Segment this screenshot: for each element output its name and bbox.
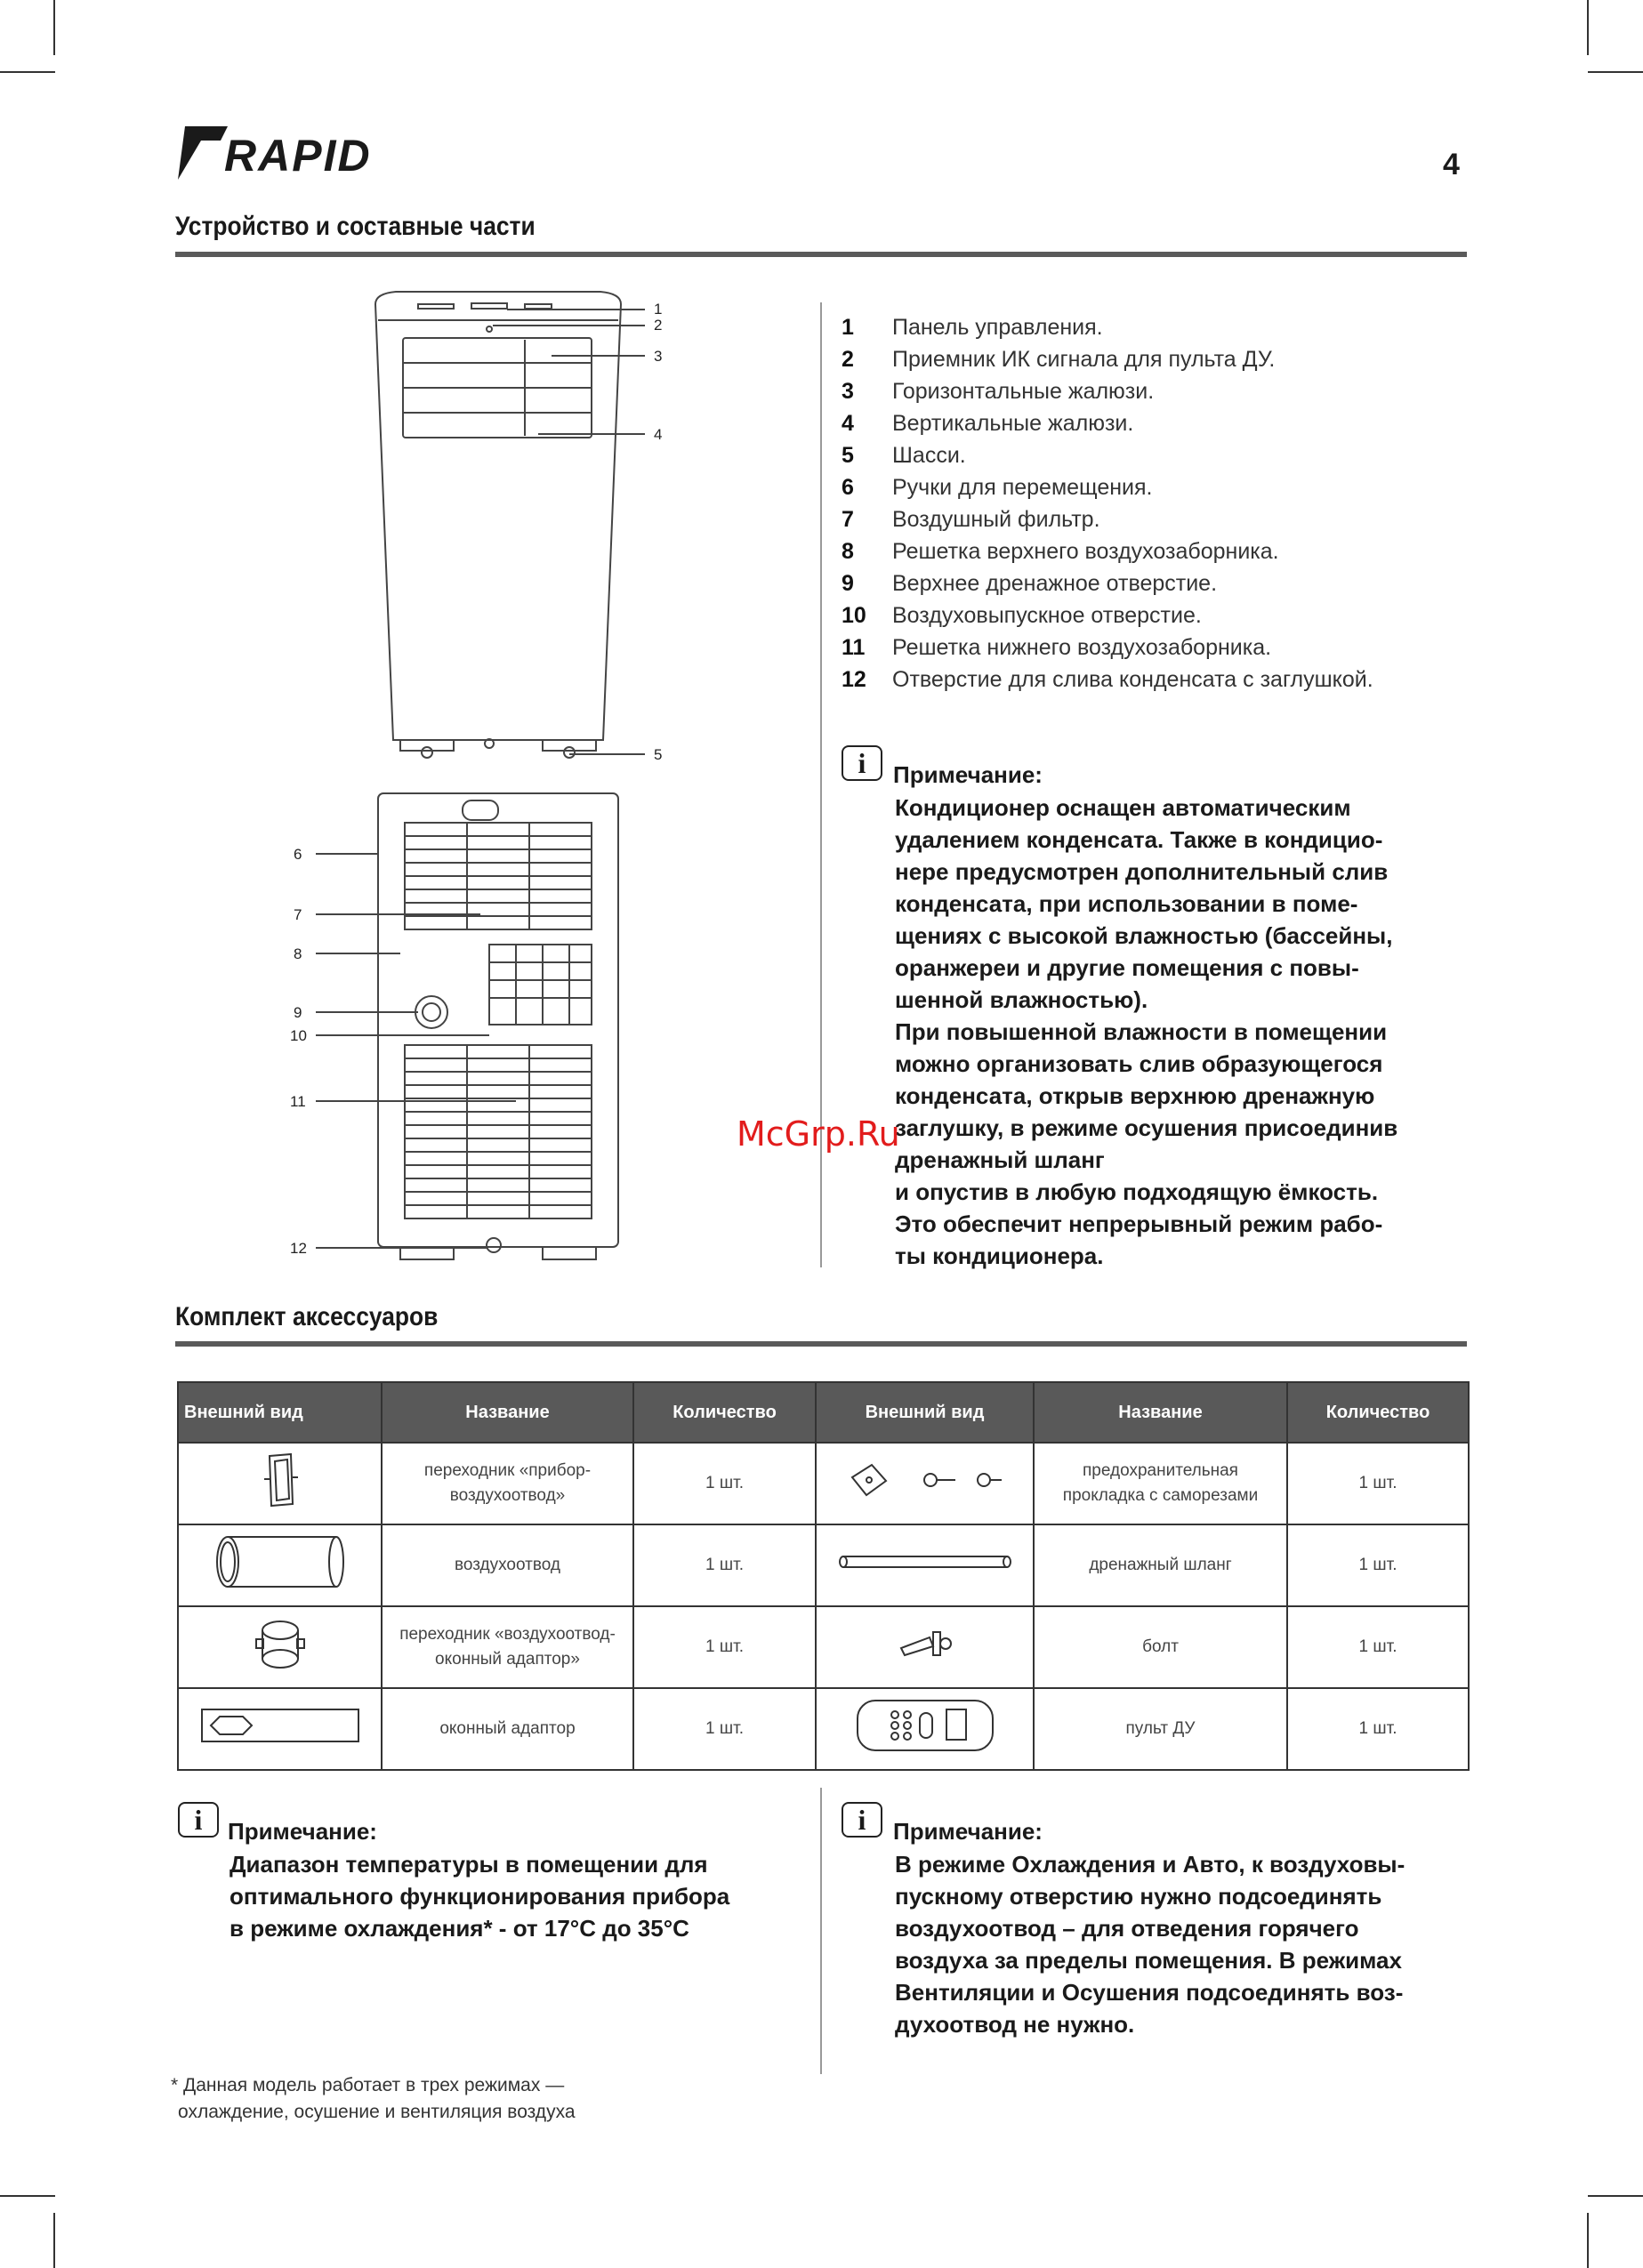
crop-mark (0, 71, 55, 73)
exhaust-grille (489, 945, 592, 1025)
callout-5: 5 (654, 746, 663, 763)
remote-control-icon (816, 1688, 1034, 1770)
list-item: 8 Решетка верхнего воздухозаборника. (842, 539, 1279, 564)
section-rule (175, 252, 1467, 257)
table-row (178, 1524, 1469, 1606)
page-number: 4 (1443, 148, 1460, 181)
section-title-accessories: Комплект аксессуаров (175, 1302, 439, 1331)
item-quantity: 1 шт. (633, 1606, 816, 1688)
item-name: переходник «воздухоотвод-оконный адаптор» (382, 1606, 633, 1688)
window-adapter-connector-icon (178, 1606, 382, 1688)
callout-9: 9 (294, 1004, 302, 1021)
callout-11: 11 (290, 1093, 306, 1110)
logo-mark-icon (174, 125, 228, 181)
item-name: пульт ДУ (1034, 1688, 1287, 1770)
column-header: Количество (1287, 1382, 1469, 1443)
air-duct-icon (178, 1524, 382, 1606)
window-adapter-icon (178, 1688, 382, 1770)
list-item: 3 Горизонтальные жалюзи. (842, 379, 1155, 404)
item-quantity: 1 шт. (1287, 1524, 1469, 1606)
crop-mark (53, 0, 55, 55)
item-name: воздухоотвод (382, 1524, 633, 1606)
crop-mark (1588, 2195, 1643, 2197)
list-item: 7 Воздушный фильтр. (842, 507, 1100, 532)
table-row (178, 1688, 1469, 1770)
item-quantity: 1 шт. (1287, 1688, 1469, 1770)
drain-hose-icon (816, 1524, 1034, 1606)
crop-mark (53, 2213, 55, 2268)
column-header: Внешний вид (178, 1382, 382, 1443)
info-icon: i (842, 745, 882, 781)
list-item: 6 Ручки для перемещения. (842, 475, 1153, 500)
note-body-condensate: Кондиционер оснащен автоматическим удалением конденсата. Также в кондицио- нере предусмотрен дополнительный слив конденсата, при использовании в поме- щениях с высокой влажностью (бассейны, оранжереи и другие помещения с повы- шенной влажностью). При повышенной влажности в помещении можно организовать слив образующегося конденсата, открыв верхнюю дренажную заглушку, в режиме осушения присоединив дренажный шланг и опустив в любую подходящую ёмкость. Это обеспечит непрерывный режим рабо- ты кондиционера. (895, 794, 1398, 1269)
list-item: 5 Шасси. (842, 443, 966, 468)
column-header: Внешний вид (816, 1382, 1034, 1443)
callout-8: 8 (294, 945, 302, 962)
list-item: 10 Воздуховыпускное отверстие. (842, 603, 1202, 628)
item-name: болт (1034, 1606, 1287, 1688)
callout-10: 10 (290, 1027, 307, 1044)
info-icon: i (842, 1802, 882, 1838)
callout-6: 6 (294, 846, 302, 863)
section-title-device: Устройство и составные части (175, 212, 536, 241)
crop-mark (0, 2195, 55, 2197)
column-divider (820, 1788, 822, 2074)
item-name: предохранительная прокладка с саморезами (1034, 1443, 1287, 1524)
callout-2: 2 (654, 317, 663, 334)
list-item: 4 Вертикальные жалюзи. (842, 411, 1134, 436)
accessories-table (177, 1381, 1470, 1771)
list-item: 12 Отверстие для слива конденсата с заглушкой. (842, 667, 1373, 692)
crop-mark (1588, 71, 1643, 73)
column-header: Название (1034, 1382, 1287, 1443)
note-title: Примечание: (893, 1818, 1043, 1845)
front-unit-body (375, 292, 621, 740)
list-item: 2 Приемник ИК сигнала для пульта ДУ. (842, 347, 1276, 372)
brand-name: RAPID (224, 131, 372, 181)
drain-port (415, 996, 447, 1028)
condensate-drain (487, 1238, 501, 1252)
table-row (178, 1606, 1469, 1688)
item-quantity: 1 шт. (1287, 1443, 1469, 1524)
callout-12: 12 (290, 1240, 307, 1257)
callout-1: 1 (654, 301, 663, 318)
item-quantity: 1 шт. (1287, 1606, 1469, 1688)
table-header-row (178, 1382, 1469, 1443)
callout-4: 4 (654, 426, 663, 443)
item-quantity: 1 шт. (633, 1443, 816, 1524)
crop-mark (1587, 2213, 1589, 2268)
crop-mark (1587, 0, 1589, 55)
item-name: дренажный шланг (1034, 1524, 1287, 1606)
list-item: 9 Верхнее дренажное отверстие. (842, 571, 1218, 596)
info-icon: i (178, 1802, 219, 1838)
lower-air-grille (405, 1045, 592, 1218)
note-title: Примечание: (228, 1818, 377, 1845)
column-header: Количество (633, 1382, 816, 1443)
gasket-screws-icon (816, 1443, 1034, 1524)
list-item: 1 Панель управления. (842, 315, 1103, 340)
duct-adapter-icon (178, 1443, 382, 1524)
footnote: * Данная модель работает в трех режимах — охлаждение, осушение и вентиляция воздуха (171, 2075, 576, 2122)
note-body-temperature: Диапазон температуры в помещении для оптимального функционирования прибора в режиме охлаждения* - от 17°С до 35°С (230, 1851, 730, 1942)
list-item: 11 Решетка нижнего воздухозаборника. (842, 635, 1272, 660)
callout-7: 7 (294, 906, 302, 923)
item-quantity: 1 шт. (633, 1524, 816, 1606)
column-header: Название (382, 1382, 633, 1443)
brand-logo (174, 125, 415, 187)
note-body-air-duct: В режиме Охлаждения и Авто, к воздуховы- пускному отверстию нужно подсоединять воздухоотвод – для отведения горячего воздуха за пределы помещения. В режимах Вентиляции и Осушения подсоединять воз- духоотвод не нужно. (895, 1851, 1405, 2038)
callout-3: 3 (654, 348, 663, 365)
bolt-icon (816, 1606, 1034, 1688)
table-row (178, 1443, 1469, 1524)
section-rule (175, 1341, 1467, 1347)
item-name: оконный адаптор (382, 1688, 633, 1770)
note-title: Примечание: (893, 761, 1043, 788)
air-conditioner-diagram (276, 285, 685, 1272)
parts-list (842, 311, 1464, 696)
item-name: переходник «прибор-воздухоотвод» (382, 1443, 633, 1524)
watermark: McGrp.Ru (737, 1114, 900, 1154)
item-quantity: 1 шт. (633, 1688, 816, 1770)
